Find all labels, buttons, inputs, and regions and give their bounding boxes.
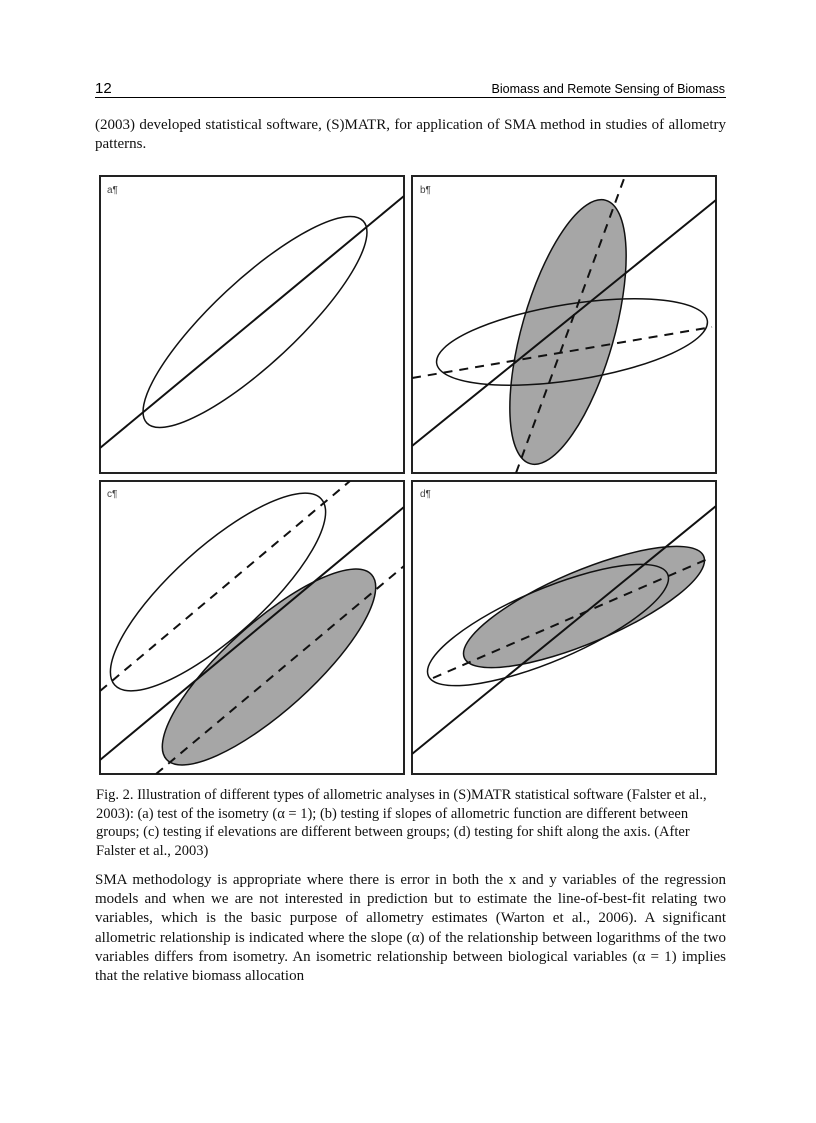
panel-a-label: a¶ [107, 185, 118, 196]
running-title: Biomass and Remote Sensing of Biomass [491, 82, 725, 96]
body-paragraph: SMA methodology is appropriate where there is error in both the x and y variables of the regression models and when we are not interested in prediction but to estimate the line-of-best-fit relating two variables, which is the basic purpose of allometry estimates (Warton et al., 2006). A significant allometric relationship is indicated where the slope (α) of the relationship between logarithms of the two variables differs from isometry. An isometric relationship between biological variables (α = 1) implies that the relative biomass allocation [95, 872, 726, 985]
figure-caption: Fig. 2. Illustration of different types of allometric analyses in (S)MATR statistical software (Falster et al., 2003): (a) test of the isometry (α = 1); (b) testing if slopes of allometric function are different between groups; (c) testing if elevations are different between groups; (d) testing for shift along the axis. (After Falster et al., 2003) [96, 787, 707, 859]
figure-2-illustration [98, 172, 718, 776]
panel-c [98, 466, 404, 776]
panel-d-label: d¶ [420, 489, 431, 500]
panel-b [412, 176, 716, 476]
intro-paragraph: (2003) developed statistical software, (S)MATR, for application of SMA method in studies of allometry patterns. [95, 117, 726, 152]
panel-c-label: c¶ [107, 489, 118, 500]
panel-a [100, 176, 404, 473]
figure-2 [98, 172, 718, 776]
page-number: 12 [95, 80, 112, 97]
panel-b-label: b¶ [420, 185, 431, 196]
panel-a-frame [100, 176, 404, 473]
header-rule [95, 97, 726, 98]
panel-d [412, 481, 718, 774]
